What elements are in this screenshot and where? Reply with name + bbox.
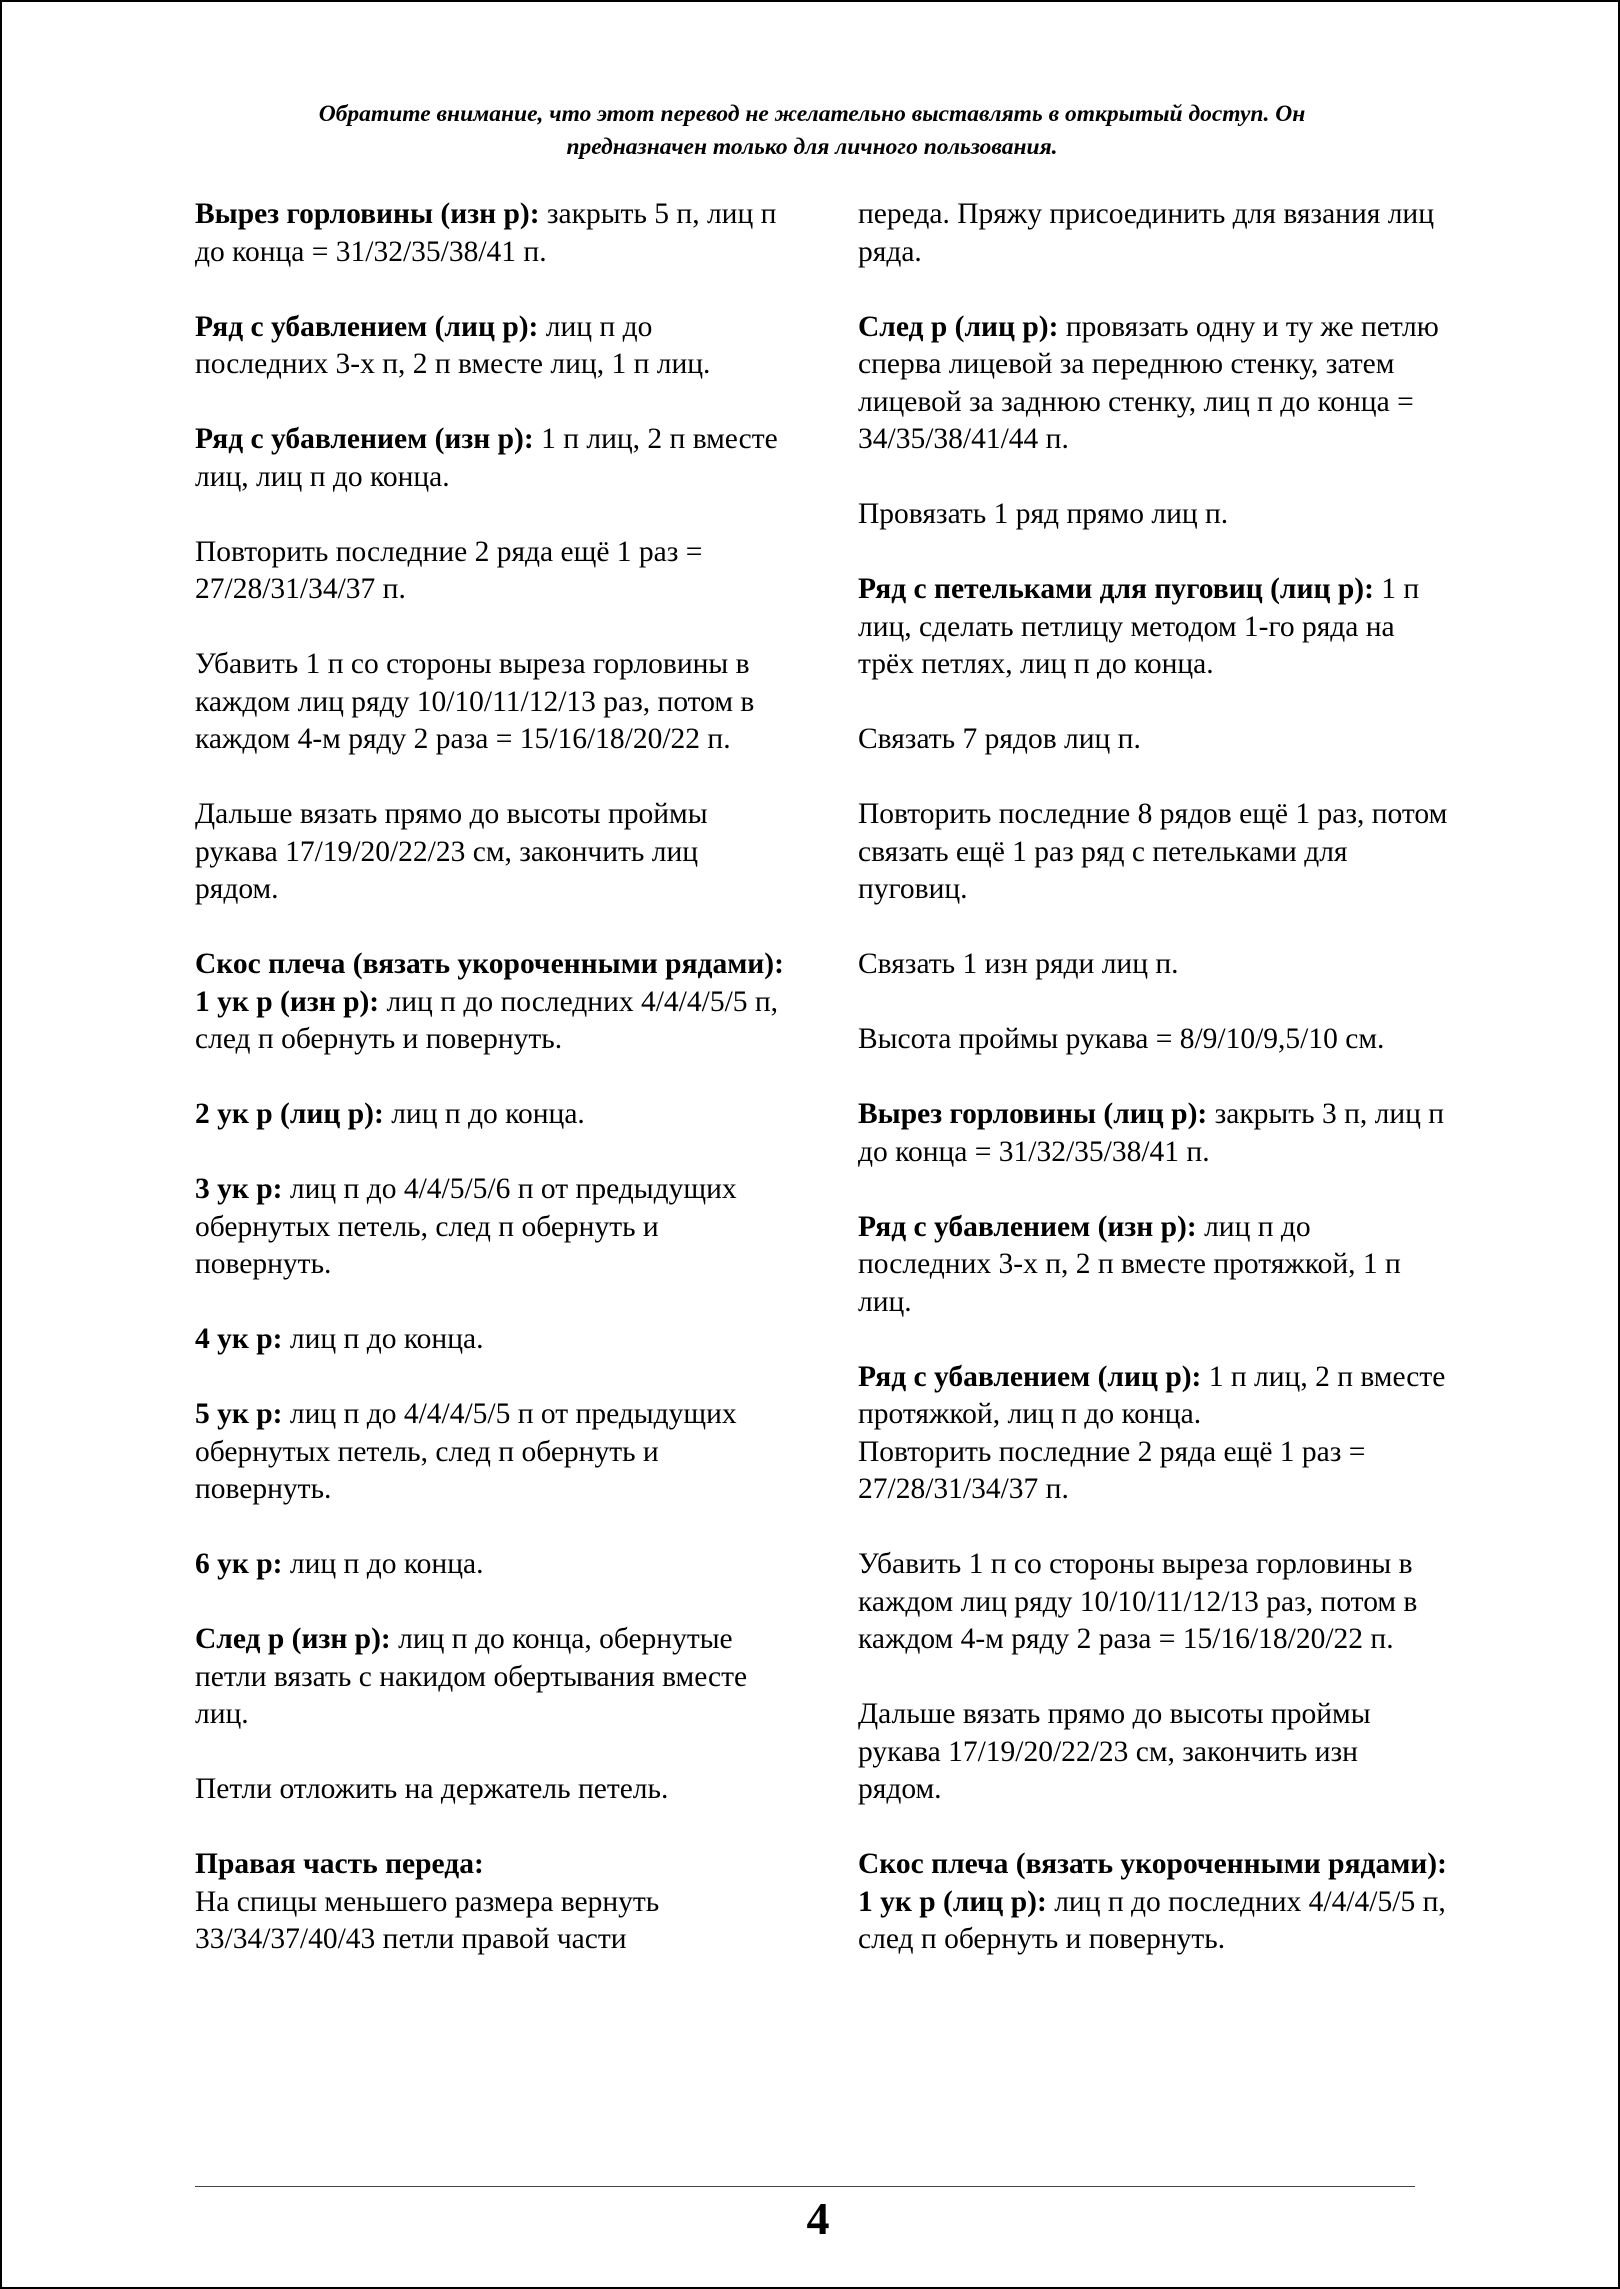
paragraph	[858, 1096, 1448, 1171]
page-number: 4	[806, 2193, 830, 2244]
paragraph-heading: Вырез горловины (лиц р):	[858, 1098, 1208, 1130]
paragraph-heading: 1 ук р (лиц р):	[858, 1885, 1047, 1918]
paragraph-text: лиц п до конца, обернутые петли вязать с накидом обертывания вместе лиц.	[195, 1623, 748, 1730]
paragraph	[195, 1621, 785, 1734]
paragraph-heading: Ряд с убавлением (изн р):	[858, 1210, 1197, 1243]
paragraph	[858, 309, 1448, 459]
paragraph-text: 1 п лиц, 2 п вместе протяжкой, лиц п до конца.	[858, 1360, 1446, 1430]
paragraph-heading: 2 ук р (лиц р):	[195, 1098, 384, 1130]
paragraph	[195, 421, 785, 496]
paragraph-text: закрыть 5 п, лиц п до конца = 31/32/35/38/41 п.	[195, 198, 777, 268]
paragraph: Повторить последние 2 ряда ещё 1 раз = 27/28/31/34/37 п.	[858, 1435, 1366, 1505]
paragraph-heading: След р (лиц р):	[858, 310, 1059, 343]
paragraph	[195, 1096, 785, 1134]
paragraph	[858, 1359, 1448, 1434]
paragraph-text: лиц п до последних 3-х п, 2 п вместе протяжкой, 1 п лиц.	[858, 1210, 1401, 1318]
paragraph: переда. Пряжу присоединить для вязания лиц ряда.	[858, 198, 1434, 268]
paragraph-text: 1 п лиц, сделать петлицу методом 1-го ряда на трёх петлях, лиц п до конца.	[858, 573, 1420, 680]
paragraph: Повторить последние 2 ряда ещё 1 раз = 27/28/31/34/37 п.	[195, 535, 703, 605]
right-column	[858, 196, 1448, 1996]
paragraph-heading: Ряд с убавлением (лиц р):	[195, 310, 539, 343]
section-heading	[195, 1846, 785, 1884]
section-heading	[858, 1846, 1448, 1884]
paragraph	[858, 571, 1448, 684]
paragraph: Дальше вязать прямо до высоты проймы рукава 17/19/20/22/23 см, закончить лиц рядом.	[195, 798, 708, 905]
section-heading	[195, 946, 785, 984]
paragraph-heading: Вырез горловины (изн р):	[195, 198, 540, 230]
paragraph	[195, 1321, 785, 1359]
paragraph-heading: 6 ук р:	[195, 1548, 283, 1580]
paragraph: Высота проймы рукава = 8/9/10/9,5/10 см.	[858, 1023, 1385, 1055]
section-heading-text: Скос плеча (вязать укороченными рядами):	[195, 948, 784, 980]
paragraph-text: лиц п до последних 4/4/4/5/5 п, след п обернуть и повернуть.	[195, 985, 779, 1055]
left-column	[195, 196, 785, 1996]
paragraph	[858, 1884, 1448, 1959]
section-heading-text: Скос плеча (вязать укороченными рядами):	[858, 1848, 1447, 1880]
paragraph: Петли отложить на держатель петель.	[195, 1773, 669, 1805]
paragraph	[195, 1396, 785, 1509]
paragraph-text: лиц п до последних 3-х п, 2 п вместе лиц, 1 п лиц.	[195, 310, 711, 380]
paragraph-text: лиц п до конца.	[282, 1323, 484, 1355]
paragraph: Повторить последние 8 рядов ещё 1 раз, потом связать ещё 1 раз ряд с петельками для пуговиц.	[858, 798, 1448, 905]
paragraph-text: провязать одну и ту же петлю сперва лицевой за переднюю стенку, затем лицевой за заднюю стенку, лиц п до конца = 34/35/38/41/44 п.	[858, 310, 1439, 455]
notice	[152, 98, 1472, 164]
paragraph-heading: След р (изн р):	[195, 1623, 391, 1655]
paragraph: Провязать 1 ряд прямо лиц п.	[858, 498, 1229, 530]
paragraph-heading: 4 ук р:	[195, 1323, 283, 1355]
paragraph: Связать 1 изн ряди лиц п.	[858, 948, 1179, 980]
paragraph	[195, 196, 785, 271]
paragraph-heading: Ряд с петельками для пуговиц (лиц р):	[858, 573, 1374, 605]
paragraph-heading: 3 ук р:	[195, 1173, 283, 1205]
paragraph-text: лиц п до 4/4/4/5/5 п от предыдущих обернутых петель, след п обернуть и повернуть.	[195, 1398, 737, 1505]
paragraph-heading: Ряд с убавлением (изн р):	[195, 423, 534, 455]
paragraph	[195, 1171, 785, 1284]
paragraph-text: лиц п до последних 4/4/4/5/5 п, след п обернуть и повернуть.	[858, 1885, 1446, 1955]
paragraph-text: лиц п до конца.	[282, 1548, 484, 1580]
paragraph: Убавить 1 п со стороны выреза горловины в каждом лиц ряду 10/10/11/12/13 раз, потом в каждом 4-м ряду 2 раза = 15/16/18/20/22 п.	[858, 1548, 1418, 1655]
paragraph	[858, 1209, 1448, 1322]
paragraph-text: 1 п лиц, 2 п вместе лиц, лиц п до конца.	[195, 423, 778, 493]
notice-line-1: Обратите внимание, что этот перевод не желательно выставлять в открытый доступ. Он	[318, 101, 1306, 127]
paragraph	[195, 984, 785, 1059]
paragraph-heading: 1 ук р (изн р):	[195, 985, 380, 1018]
paragraph: Связать 7 рядов лиц п.	[858, 723, 1141, 755]
paragraph-text: лиц п до конца.	[383, 1098, 585, 1130]
paragraph-heading: 5 ук р:	[195, 1398, 283, 1430]
paragraph	[195, 1546, 785, 1584]
paragraph	[195, 309, 785, 384]
paragraph: На спицы меньшего размера вернуть 33/34/37/40/43 петли правой части	[195, 1885, 660, 1955]
paragraph-heading: Ряд с убавлением (лиц р):	[858, 1360, 1202, 1393]
notice-line-2: предназначен только для личного пользования.	[566, 134, 1058, 160]
section-heading-text: Правая часть переда:	[195, 1848, 484, 1880]
paragraph-text: лиц п до 4/4/5/5/6 п от предыдущих обернутых петель, след п обернуть и повернуть.	[195, 1173, 737, 1280]
paragraph: Дальше вязать прямо до высоты проймы рукава 17/19/20/22/23 см, закончить изн рядом.	[858, 1698, 1371, 1805]
paragraph: Убавить 1 п со стороны выреза горловины в каждом лиц ряду 10/10/11/12/13 раз, потом в каждом 4-м ряду 2 раза = 15/16/18/20/22 п.	[195, 648, 755, 755]
paragraph-text: закрыть 3 п, лиц п до конца = 31/32/35/38/41 п.	[858, 1098, 1445, 1168]
